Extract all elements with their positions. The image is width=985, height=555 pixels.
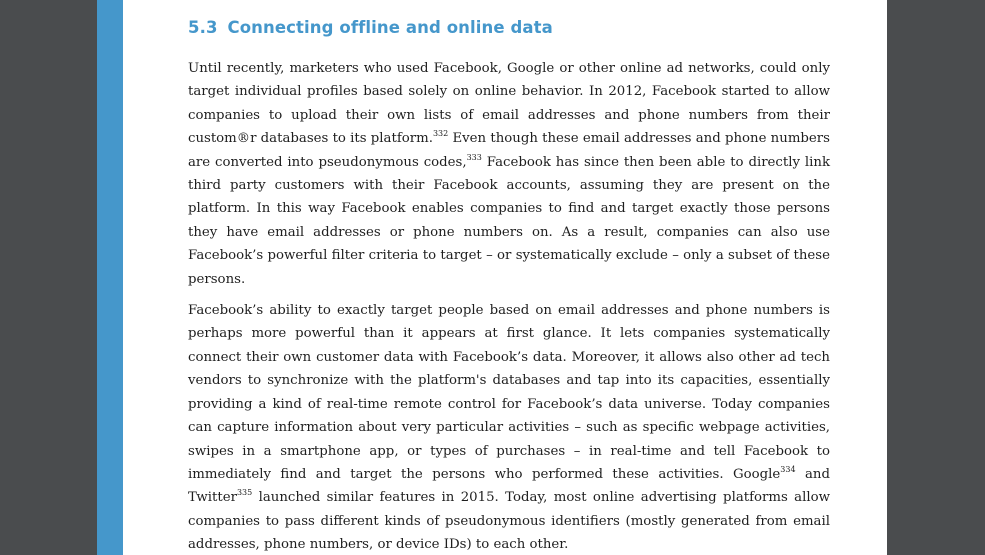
- footnote-ref-332[interactable]: 332: [432, 129, 449, 139]
- paragraph-2: [188, 299, 830, 555]
- section-title: Connecting offline and online data: [227, 18, 553, 37]
- paragraph-text: Facebook’s ability to exactly target people based on email addresses and phone numbers is perhaps more powerful than it appears at first glance. It lets companies systematically connect their own customer data with Facebook’s data. Moreover, it allows also other ad tech vendors to synchronize with the platform's databases and tap into its capacities, essentially providing a kind of real-time remote control for Facebook’s data universe. Today companies can capture information about very particular activities – such as specific webpage activities, swipes in a smartphone app, or types of purchases – in real-time and tell Facebook to immediately find and target the persons who performed these activities. Google: [188, 303, 830, 482]
- footnote-ref-335[interactable]: 335: [236, 488, 253, 498]
- document-page: [97, 0, 887, 555]
- paragraph-text: Until recently, marketers who used Facebook, Google or other online ad networks, could only target individual profiles based solely on online behavior. In 2012, Facebook started to allow companies to upload their own lists of email addresses and phone numbers from their custom®r databases to its platform.: [188, 61, 830, 147]
- footnote-ref-334[interactable]: 334: [780, 464, 796, 474]
- page-content: [188, 18, 830, 555]
- paragraph-1: [188, 57, 830, 291]
- page-margin-bar: [97, 0, 123, 555]
- footnote-ref-333[interactable]: 333: [466, 152, 482, 162]
- paragraph-text: launched similar features in 2015. Today, most online advertising platforms allow companies to pass different kinds of pseudonymous identifiers (mostly generated from email addresses, phone numbers, or device IDs) to each other.: [188, 490, 830, 553]
- section-heading: [188, 18, 830, 37]
- section-number: 5.3: [188, 18, 218, 37]
- paragraph-text: and Twitter: [188, 466, 830, 506]
- paragraph-text: Facebook has since then been able to directly link third party customers with their Facebook accounts, assuming they are present on the platform. In this way Facebook enables companies to find and target exactly those persons they have email addresses or phone numbers on. As a result, companies can also use Facebook’s powerful filter criteria to target – or systematically exclude – only a subset of these persons.: [188, 154, 830, 287]
- paragraph-text: Even though these email addresses and phone numbers are converted into pseudonymous codes,: [188, 131, 830, 170]
